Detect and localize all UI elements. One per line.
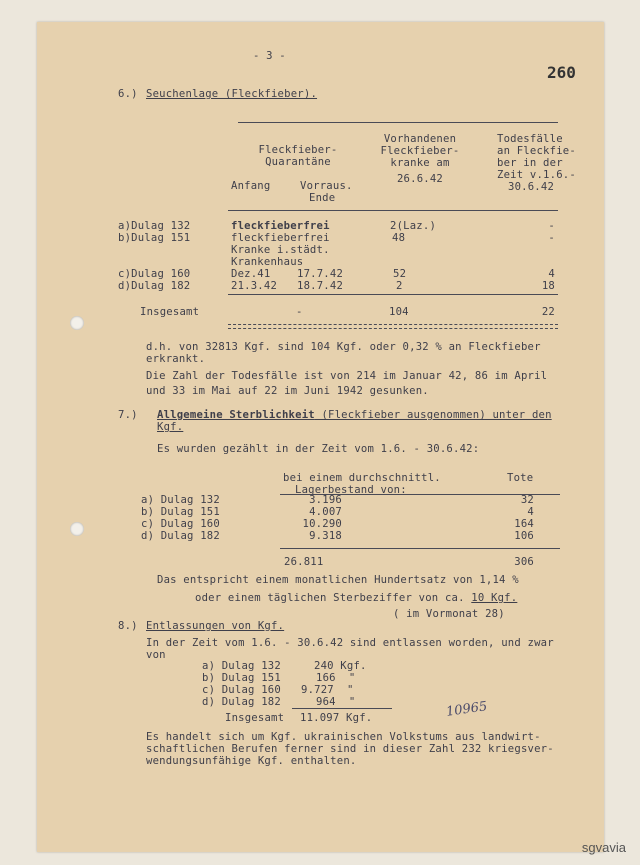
section-title-main: Allgemeine Sterblichkeit bbox=[157, 409, 315, 421]
watermark: sgvavia bbox=[581, 840, 626, 855]
row-label: a) Dulag 132 bbox=[202, 660, 281, 672]
stock-value: 3.196 bbox=[309, 494, 342, 506]
page-header: - 3 - bbox=[253, 50, 286, 62]
total-quarantine: - bbox=[296, 306, 303, 318]
paragraph-line: erkrankt. bbox=[146, 353, 206, 365]
total-value: 11.097 Kgf. bbox=[300, 712, 373, 724]
row-label: b) Dulag 151 bbox=[202, 672, 281, 684]
total-sick: 104 bbox=[389, 306, 409, 318]
quarantine-end: 17.7.42 bbox=[297, 268, 344, 280]
section-intro: Es wurden gezählt in der Zeit vom 1.6. - 30.6.42: bbox=[157, 443, 480, 455]
death-value: 32 bbox=[520, 494, 534, 506]
death-value: 164 bbox=[514, 518, 534, 530]
column-header: Fleckfieber- bbox=[258, 144, 338, 156]
row-label: d) Dulag 182 bbox=[141, 530, 220, 542]
table-rule bbox=[228, 210, 558, 211]
punch-hole bbox=[70, 316, 84, 330]
row-label: a) Dulag 132 bbox=[141, 494, 220, 506]
table-rule bbox=[228, 294, 558, 295]
column-header: Tote bbox=[507, 472, 534, 484]
section-number: 7.) bbox=[118, 409, 138, 421]
column-subheader: Vorraus. bbox=[300, 180, 353, 192]
section-intro: In der Zeit vom 1.6. - 30.6.42 sind entlassen worden, und zwar bbox=[146, 637, 554, 649]
row-label: a)Dulag 132 bbox=[118, 220, 191, 232]
section-title: Seuchenlage (Fleckfieber). bbox=[146, 88, 318, 100]
column-header: Zeit v.1.6.- bbox=[497, 169, 576, 181]
row-label: b) Dulag 151 bbox=[141, 506, 220, 518]
total-stock: 26.811 bbox=[284, 556, 324, 568]
column-header: Fleckfieber- bbox=[380, 145, 460, 157]
handwritten-note: 10965 bbox=[445, 699, 489, 720]
paragraph-line: schaftlichen Berufen ferner sind in dieser Zahl 232 kriegsver- bbox=[146, 743, 554, 755]
release-value: 9.727 " bbox=[301, 684, 354, 696]
section-title-rest: (Fleckfieber ausgenommen) unter den bbox=[314, 409, 552, 421]
summary-note: ( im Vormonat 28) bbox=[393, 608, 505, 620]
summary-text: oder einem täglichen Sterbeziffer von ca. bbox=[195, 592, 472, 604]
release-value: 240 Kgf. bbox=[314, 660, 367, 672]
quarantine-end: 18.7.42 bbox=[297, 280, 344, 292]
table-rule bbox=[280, 548, 560, 549]
page-stamp: 260 bbox=[547, 63, 576, 82]
column-subheader: Ende bbox=[309, 192, 336, 204]
column-header: bei einem durchschnittl. bbox=[283, 472, 441, 484]
death-count: 18 bbox=[541, 280, 555, 292]
section-number: 6.) bbox=[118, 88, 138, 100]
column-header: Todesfälle bbox=[497, 133, 563, 145]
paragraph-line: und 33 im Mai auf 22 im Juni 1942 gesunken. bbox=[146, 385, 429, 397]
quarantine-start: Dez.41 bbox=[231, 268, 271, 280]
paragraph-line: d.h. von 32813 Kgf. sind 104 Kgf. oder 0,32 % an Fleckfieber bbox=[146, 341, 541, 353]
total-label: Insgesamt bbox=[140, 306, 200, 318]
quarantine-start: 21.3.42 bbox=[231, 280, 278, 292]
column-header: ber in der bbox=[497, 157, 563, 169]
death-count: - bbox=[548, 220, 555, 232]
paragraph-line: Die Zahl der Todesfälle ist von 214 im Januar 42, 86 im April bbox=[146, 370, 548, 382]
column-header: Quarantäne bbox=[265, 156, 331, 168]
quarantine-status: fleckfieberfrei bbox=[231, 220, 330, 232]
summary-line: Das entspricht einem monatlichen Hundertsatz von 1,14 % bbox=[157, 574, 519, 586]
section-title bbox=[157, 409, 552, 421]
death-count: - bbox=[548, 232, 555, 244]
column-header: Lagerbestand von: bbox=[295, 484, 407, 496]
table-rule bbox=[292, 708, 392, 709]
row-label: c) Dulag 160 bbox=[141, 518, 220, 530]
section-intro: von bbox=[146, 649, 166, 661]
column-subheader: Anfang bbox=[231, 180, 271, 192]
sick-count: 2(Laz.) bbox=[390, 220, 437, 232]
stock-value: 4.007 bbox=[309, 506, 342, 518]
sick-count: 2 bbox=[396, 280, 403, 292]
section-title-cont: Kgf. bbox=[157, 421, 184, 433]
table-rule bbox=[238, 122, 558, 123]
stock-value: 9.318 bbox=[309, 530, 342, 542]
double-rule bbox=[228, 324, 558, 329]
column-header: Vorhandenen bbox=[383, 133, 457, 145]
summary-value: 10 Kgf. bbox=[471, 592, 518, 604]
row-label: c) Dulag 160 bbox=[202, 684, 281, 696]
total-label: Insgesamt bbox=[225, 712, 285, 724]
column-header: 26.6.42 bbox=[396, 173, 444, 185]
column-header: 30.6.42 bbox=[508, 181, 555, 193]
death-count: 4 bbox=[548, 268, 555, 280]
section-title: Entlassungen von Kgf. bbox=[146, 620, 285, 632]
summary-line bbox=[195, 592, 517, 604]
row-label: c)Dulag 160 bbox=[118, 268, 191, 280]
section-number: 8.) bbox=[118, 620, 138, 632]
stock-value: 10.290 bbox=[302, 518, 342, 530]
release-value: 166 " bbox=[316, 672, 356, 684]
death-value: 106 bbox=[514, 530, 534, 542]
total-deaths: 306 bbox=[514, 556, 534, 568]
sick-count: 48 bbox=[392, 232, 406, 244]
quarantine-note: Krankenhaus bbox=[231, 256, 304, 268]
column-header: an Fleckfie- bbox=[497, 145, 576, 157]
release-value: 964 " bbox=[316, 696, 356, 708]
paragraph-line: wendungsunfähige Kgf. enthalten. bbox=[146, 755, 357, 767]
quarantine-status: fleckfieberfrei bbox=[231, 232, 330, 244]
death-value: 4 bbox=[527, 506, 534, 518]
paragraph-line: Es handelt sich um Kgf. ukrainischen Volkstums aus landwirt- bbox=[146, 731, 541, 743]
row-label: b)Dulag 151 bbox=[118, 232, 191, 244]
total-deaths: 22 bbox=[541, 306, 555, 318]
punch-hole bbox=[70, 522, 84, 536]
quarantine-note: Kranke i.städt. bbox=[231, 244, 330, 256]
sick-count: 52 bbox=[393, 268, 407, 280]
column-header: kranke am bbox=[390, 157, 450, 169]
row-label: d) Dulag 182 bbox=[202, 696, 281, 708]
row-label: d)Dulag 182 bbox=[118, 280, 191, 292]
